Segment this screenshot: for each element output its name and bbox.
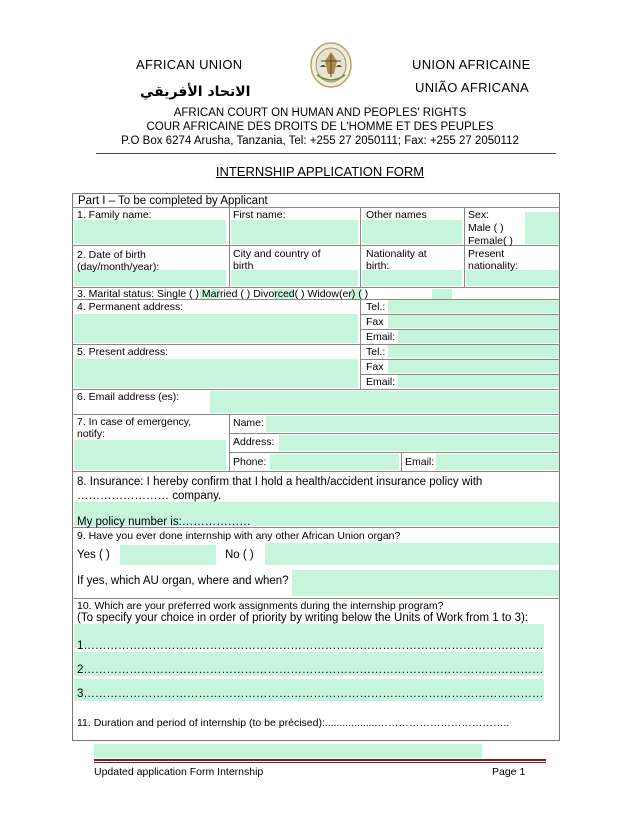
permanent-fax-label: Fax <box>366 316 384 328</box>
emergency-email-label: Email: <box>405 456 435 468</box>
birth-nationality-label: Nationality at <box>366 248 427 260</box>
no-checkbox[interactable] <box>265 543 559 565</box>
present-tel-label: Tel.: <box>366 346 386 358</box>
footer-title: Updated application Form Internship <box>94 766 264 778</box>
permanent-email-label: Email: <box>366 331 396 343</box>
permanent-tel-label: Tel.: <box>366 301 386 313</box>
duration-input[interactable] <box>94 744 482 758</box>
dob-format-label: (day/month/year): <box>77 261 160 273</box>
sex-input[interactable] <box>525 212 559 244</box>
permanent-address-label: 4. Permanent address: <box>77 301 184 313</box>
birth-city-input[interactable] <box>231 270 358 286</box>
no-option[interactable]: No ( ) <box>225 549 254 561</box>
birth-city-label-2: birth <box>233 260 254 272</box>
present-address-label: 5. Present address: <box>77 346 169 358</box>
birth-nationality-label-2: birth: <box>366 260 390 272</box>
present-fax-input[interactable] <box>388 360 559 373</box>
present-email-input[interactable] <box>398 375 559 388</box>
other-names-input[interactable] <box>362 220 462 244</box>
present-address-input[interactable] <box>74 359 358 388</box>
present-email-label: Email: <box>366 376 396 388</box>
email-addresses-label: 6. Email address (es): <box>77 391 180 403</box>
emergency-phone-input[interactable] <box>270 454 399 470</box>
emergency-label-2: notify: <box>77 428 106 440</box>
au-organ-input[interactable] <box>292 570 559 596</box>
permanent-email-input[interactable] <box>398 330 559 343</box>
q9-label: 9. Have you ever done internship with any other African Union organ? <box>77 530 401 542</box>
au-name-ar: الاتحاد الأفريقي <box>140 84 251 100</box>
emergency-name-label: Name: <box>233 417 264 429</box>
emergency-address-input[interactable] <box>279 435 559 451</box>
sex-label: Sex: <box>468 209 490 221</box>
emergency-email-input[interactable] <box>436 454 559 470</box>
first-name-label: First name: <box>233 209 286 221</box>
other-names-label: Other names <box>366 209 427 221</box>
court-address: P.O Box 6274 Arusha, Tanzania, Tel: +255 27 2050111; Fax: +255 27 2050112 <box>121 135 519 147</box>
au-emblem-icon <box>309 41 353 89</box>
au-organ-label: If yes, which AU organ, where and when? <box>77 575 289 587</box>
first-name-input[interactable] <box>231 220 358 244</box>
policy-number-label: My policy number is:……………… <box>77 516 251 528</box>
present-fax-label: Fax <box>366 361 384 373</box>
form-title: INTERNSHIP APPLICATION FORM <box>215 164 425 179</box>
emergency-phone-label: Phone: <box>233 456 267 468</box>
court-name-en: AFRICAN COURT ON HUMAN AND PEOPLES' RIGHTS <box>173 107 467 119</box>
family-name-input[interactable] <box>74 220 226 244</box>
permanent-address-input[interactable] <box>74 314 358 343</box>
footer-rule <box>94 759 546 761</box>
q11-label: 11. Duration and period of internship (to be précised):..................……………………………….. <box>77 717 510 729</box>
permanent-fax-input[interactable] <box>388 315 559 328</box>
court-name-fr: COUR AFRICAINE DES DROITS DE L'HOMME ET DES PEUPLES <box>146 121 494 133</box>
choice-3-label: 3………………………………………………………………………………………………………… <box>77 688 544 700</box>
header-divider <box>96 153 556 154</box>
emergency-name-input[interactable] <box>266 416 559 432</box>
au-name-en: AFRICAN UNION <box>136 57 243 72</box>
yes-option[interactable]: Yes ( ) <box>77 549 110 561</box>
emergency-label: 7. In case of emergency, <box>77 416 192 428</box>
permanent-tel-input[interactable] <box>388 300 559 313</box>
email-addresses-input[interactable] <box>210 391 559 413</box>
au-name-fr: UNION AFRICAINE <box>412 57 531 72</box>
dob-label: 2. Date of birth <box>77 249 146 261</box>
insurance-company: …………………… company. <box>77 490 222 502</box>
present-nationality-label-2: nationality: <box>468 260 519 272</box>
insurance-statement: 8. Insurance: I hereby confirm that I hold a health/accident insurance policy with <box>77 476 483 488</box>
present-nationality-input[interactable] <box>466 270 559 286</box>
present-nationality-label: Present <box>468 248 505 260</box>
family-name-label: 1. Family name: <box>77 209 152 221</box>
page-number: Page 1 <box>492 766 526 778</box>
part1-heading: Part I – To be completed by Applicant <box>78 195 268 207</box>
emergency-contact-input[interactable] <box>74 440 226 470</box>
q10-instruction: (To specify your choice in order of priority by writing below the Units of Work from 1 to 3): <box>77 612 529 624</box>
birth-city-label: City and country of <box>233 248 321 260</box>
choice-2-label: 2………………………………………………………………………………………………………… <box>77 664 544 676</box>
yes-checkbox[interactable] <box>120 545 216 565</box>
q10-label: 10. Which are your preferred work assignments during the internship program? <box>77 600 444 612</box>
marital-status-label: 3. Marital status: Single ( ) Married ( ) Divorced( ) Widow(er) ( ) <box>77 288 369 300</box>
birth-nationality-input[interactable] <box>362 270 462 286</box>
au-name-pt: UNIÃO AFRICANA <box>415 80 529 95</box>
male-option[interactable]: Male ( ) <box>468 222 504 234</box>
female-option[interactable]: Female( ) <box>468 235 513 247</box>
emergency-address-label: Address: <box>233 436 275 448</box>
widow-checkbox[interactable] <box>432 289 452 299</box>
present-tel-input[interactable] <box>388 345 559 358</box>
choice-1-label: 1………………………………………………………………………………………………………… <box>77 640 544 652</box>
